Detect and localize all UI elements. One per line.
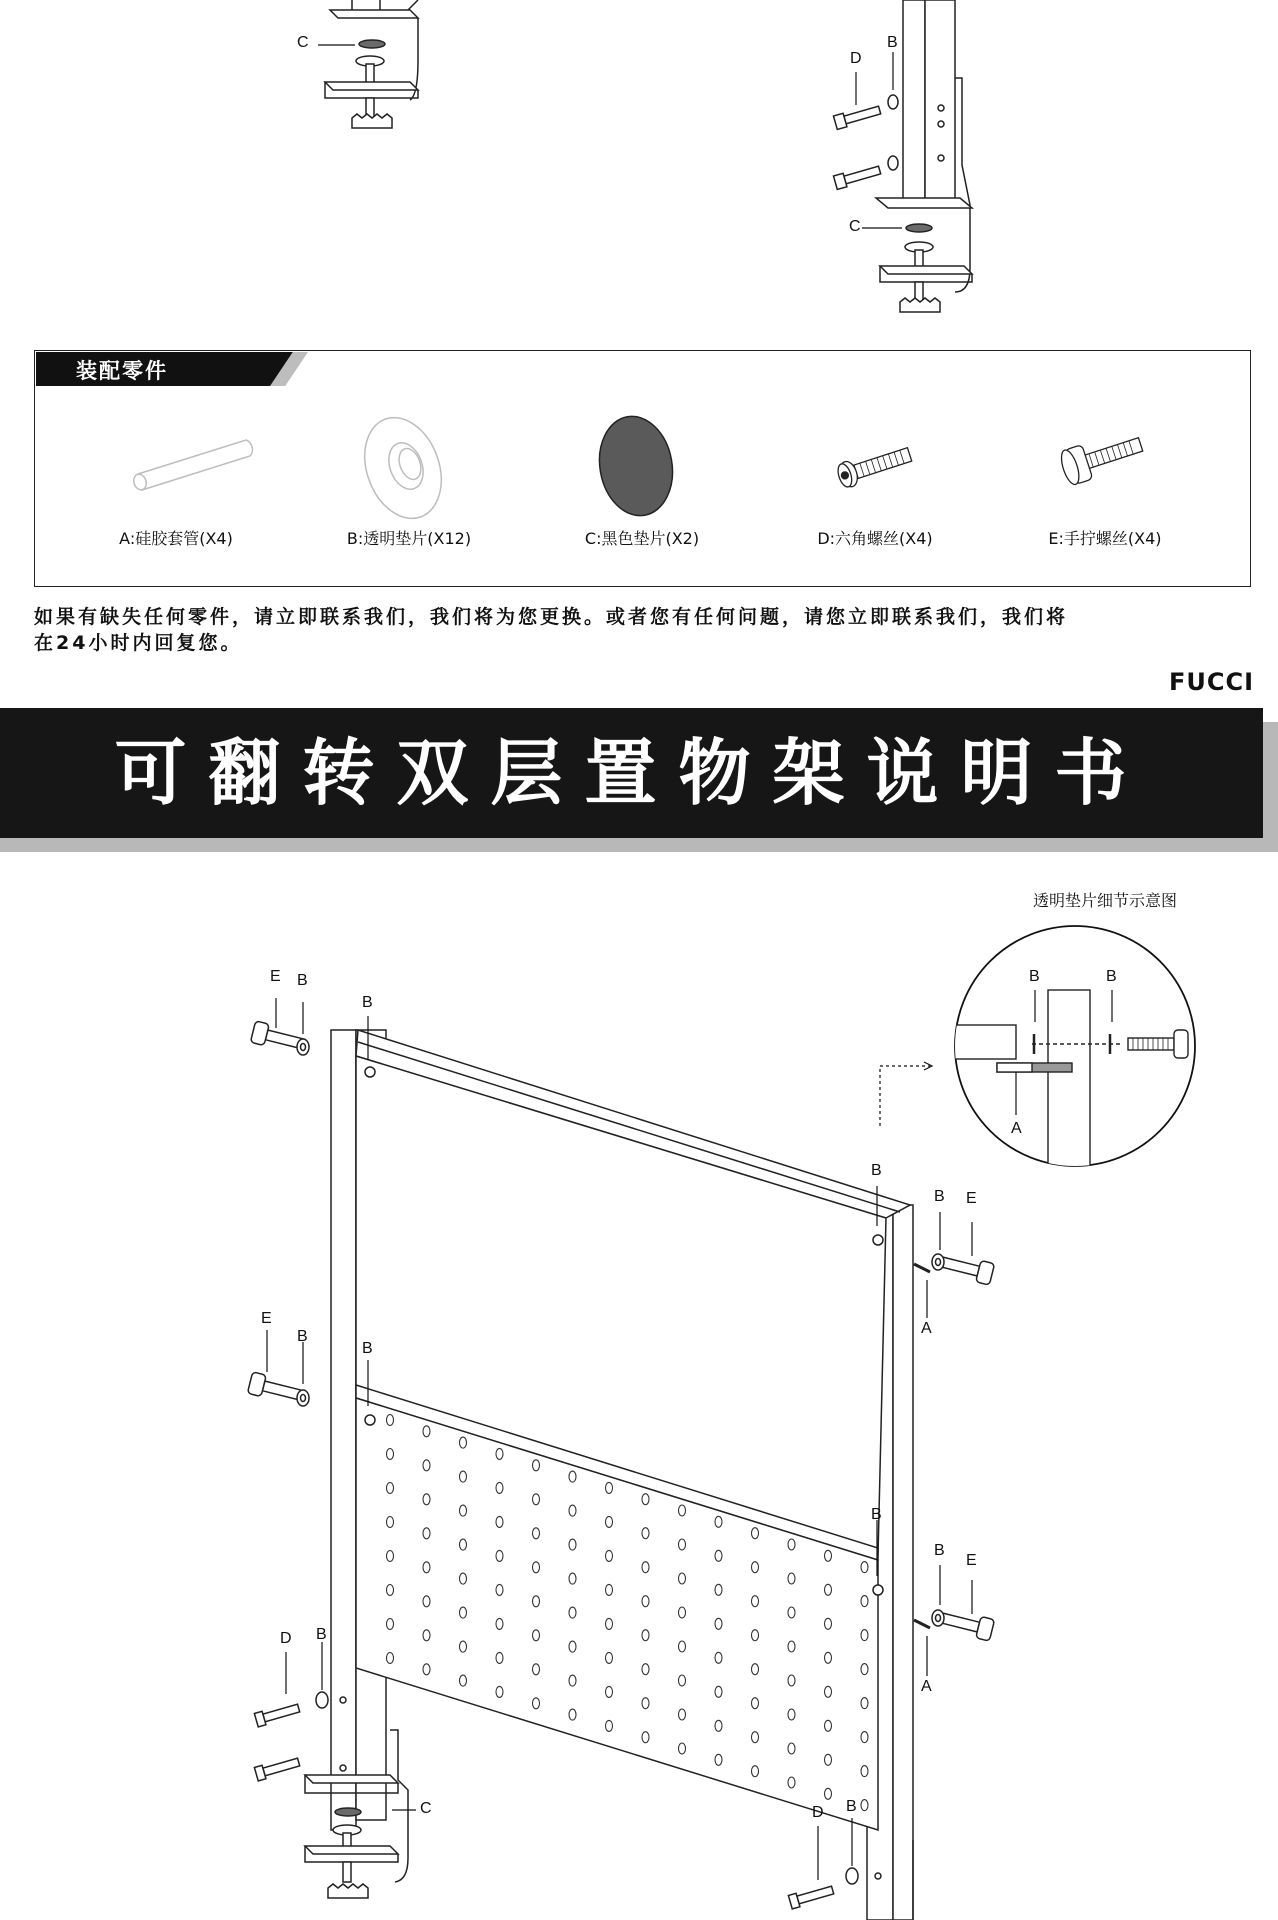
pegboard-hole bbox=[496, 1652, 503, 1663]
callout-b: B bbox=[316, 1626, 327, 1643]
pegboard-hole bbox=[679, 1573, 686, 1584]
callout-b: B bbox=[887, 34, 898, 51]
pegboard-hole bbox=[496, 1686, 503, 1697]
pegboard-hole bbox=[387, 1619, 394, 1630]
pegboard-hole bbox=[861, 1664, 868, 1675]
pegboard-hole bbox=[642, 1562, 649, 1573]
pegboard-hole bbox=[715, 1618, 722, 1629]
pegboard-hole bbox=[606, 1720, 613, 1731]
detail-label-b: B bbox=[1106, 968, 1117, 985]
pegboard-hole bbox=[642, 1732, 649, 1743]
pegboard-hole bbox=[752, 1562, 759, 1573]
pegboard-hole bbox=[387, 1653, 394, 1664]
part-label-a: A:硅胶套管(X4) bbox=[119, 529, 233, 548]
callout-d: D bbox=[280, 1630, 292, 1647]
callout-e: E bbox=[270, 968, 281, 985]
pegboard-hole bbox=[788, 1743, 795, 1754]
pegboard-hole bbox=[569, 1573, 576, 1584]
pegboard-hole bbox=[606, 1584, 613, 1595]
pegboard-hole bbox=[788, 1641, 795, 1652]
pegboard-hole bbox=[533, 1562, 540, 1573]
pegboard-hole bbox=[606, 1652, 613, 1663]
pegboard-hole bbox=[387, 1551, 394, 1562]
pegboard-hole bbox=[752, 1664, 759, 1675]
pegboard-hole bbox=[569, 1539, 576, 1550]
pegboard-hole bbox=[533, 1630, 540, 1641]
pegboard-hole bbox=[460, 1641, 467, 1652]
pegboard-hole bbox=[861, 1800, 868, 1811]
pegboard-hole bbox=[715, 1754, 722, 1765]
pegboard-hole bbox=[788, 1675, 795, 1686]
pegboard-hole bbox=[825, 1686, 832, 1697]
pegboard-hole bbox=[752, 1630, 759, 1641]
brand-logo: FUCCI bbox=[1168, 668, 1254, 696]
pegboard-hole bbox=[387, 1415, 394, 1426]
pegboard-hole bbox=[788, 1607, 795, 1618]
pegboard-hole bbox=[679, 1641, 686, 1652]
pegboard-hole bbox=[788, 1539, 795, 1550]
pegboard-hole bbox=[642, 1698, 649, 1709]
pegboard-hole bbox=[387, 1483, 394, 1494]
pegboard-hole bbox=[460, 1471, 467, 1482]
pegboard-hole bbox=[752, 1698, 759, 1709]
pegboard-hole bbox=[861, 1596, 868, 1607]
pegboard-hole bbox=[423, 1494, 430, 1505]
callout-c: C bbox=[420, 1800, 432, 1817]
pegboard-hole bbox=[861, 1698, 868, 1709]
pegboard-hole bbox=[387, 1585, 394, 1596]
detail-label-a: A bbox=[1011, 1120, 1022, 1137]
callout-a: A bbox=[921, 1320, 932, 1337]
pegboard-hole bbox=[715, 1720, 722, 1731]
pegboard-hole bbox=[825, 1652, 832, 1663]
pegboard-hole bbox=[460, 1437, 467, 1448]
pegboard-hole bbox=[533, 1528, 540, 1539]
pegboard-hole bbox=[642, 1494, 649, 1505]
pegboard-hole bbox=[642, 1596, 649, 1607]
pegboard-hole bbox=[715, 1550, 722, 1561]
pegboard-hole bbox=[679, 1709, 686, 1720]
pegboard-hole bbox=[496, 1516, 503, 1527]
pegboard-hole bbox=[715, 1652, 722, 1663]
pegboard-hole bbox=[569, 1675, 576, 1686]
detail-title: 透明垫片细节示意图 bbox=[1032, 891, 1177, 910]
callout-b: B bbox=[871, 1162, 882, 1179]
callout-a: A bbox=[921, 1678, 932, 1695]
callout-e: E bbox=[966, 1190, 977, 1207]
pegboard-hole bbox=[460, 1675, 467, 1686]
pegboard-hole bbox=[861, 1732, 868, 1743]
pegboard-hole bbox=[825, 1754, 832, 1765]
callout-e: E bbox=[261, 1310, 272, 1327]
callout-b: B bbox=[934, 1188, 945, 1205]
pegboard-hole bbox=[606, 1686, 613, 1697]
pegboard-hole bbox=[533, 1460, 540, 1471]
pegboard-hole bbox=[460, 1573, 467, 1584]
pegboard-hole bbox=[460, 1505, 467, 1516]
pegboard-hole bbox=[679, 1607, 686, 1618]
manual-title: 可翻转双层置物架说明书 bbox=[114, 731, 1149, 815]
part-label-b: B:透明垫片(X12) bbox=[346, 529, 472, 548]
pegboard-hole bbox=[496, 1584, 503, 1595]
pegboard-hole bbox=[642, 1664, 649, 1675]
pegboard-hole bbox=[715, 1516, 722, 1527]
pegboard-hole bbox=[606, 1516, 613, 1527]
callout-d: D bbox=[850, 50, 862, 67]
callout-b: B bbox=[362, 994, 373, 1011]
pegboard-hole bbox=[825, 1788, 832, 1799]
pegboard-hole bbox=[715, 1584, 722, 1595]
pegboard-hole bbox=[387, 1517, 394, 1528]
pegboard-hole bbox=[569, 1607, 576, 1618]
callout-b: B bbox=[934, 1542, 945, 1559]
pegboard-hole bbox=[861, 1766, 868, 1777]
notice-line-1: 如果有缺失任何零件，请立即联系我们，我们将为您更换。或者您有任何问题，请您立即联系我们，我们将 bbox=[34, 606, 1069, 628]
pegboard-hole bbox=[533, 1698, 540, 1709]
pegboard-hole bbox=[679, 1539, 686, 1550]
part-label-d: D:六角螺丝(X4) bbox=[817, 529, 933, 548]
pegboard-hole bbox=[715, 1686, 722, 1697]
pegboard-hole bbox=[423, 1460, 430, 1471]
pegboard-hole bbox=[861, 1562, 868, 1573]
pegboard-hole bbox=[496, 1448, 503, 1459]
pegboard-hole bbox=[752, 1732, 759, 1743]
pegboard-hole bbox=[569, 1641, 576, 1652]
pegboard-hole bbox=[460, 1607, 467, 1618]
pegboard-hole bbox=[825, 1720, 832, 1731]
pegboard-hole bbox=[460, 1539, 467, 1550]
part-label-e: E:手拧螺丝(X4) bbox=[1048, 529, 1162, 548]
callout-b: B bbox=[362, 1340, 373, 1357]
pegboard-hole bbox=[679, 1675, 686, 1686]
pegboard-hole bbox=[825, 1618, 832, 1629]
pegboard-hole bbox=[423, 1528, 430, 1539]
pegboard-hole bbox=[423, 1664, 430, 1675]
pegboard-hole bbox=[679, 1505, 686, 1516]
pegboard-hole bbox=[752, 1528, 759, 1539]
pegboard-hole bbox=[825, 1550, 832, 1561]
pegboard-hole bbox=[569, 1709, 576, 1720]
pegboard-hole bbox=[496, 1550, 503, 1561]
part-label-c: C:黑色垫片(X2) bbox=[584, 529, 700, 548]
pegboard-hole bbox=[825, 1584, 832, 1595]
pegboard-hole bbox=[533, 1596, 540, 1607]
pegboard-hole bbox=[496, 1618, 503, 1629]
callout-c: C bbox=[849, 218, 861, 235]
pegboard-hole bbox=[606, 1550, 613, 1561]
pegboard-hole bbox=[533, 1664, 540, 1675]
pegboard-hole bbox=[679, 1743, 686, 1754]
callout-b: B bbox=[871, 1506, 882, 1523]
pegboard-hole bbox=[606, 1618, 613, 1629]
pegboard-hole bbox=[642, 1528, 649, 1539]
callout-b: B bbox=[297, 972, 308, 989]
callout-c: C bbox=[297, 34, 309, 51]
pegboard-hole bbox=[423, 1562, 430, 1573]
notice-line-2: 在24小时内回复您。 bbox=[34, 632, 243, 654]
pegboard-hole bbox=[861, 1630, 868, 1641]
callout-b: B bbox=[297, 1328, 308, 1345]
pegboard-hole bbox=[533, 1494, 540, 1505]
pegboard-hole bbox=[569, 1505, 576, 1516]
callout-d: D bbox=[812, 1804, 824, 1821]
pegboard-hole bbox=[606, 1482, 613, 1493]
pegboard-hole bbox=[752, 1596, 759, 1607]
pegboard-hole bbox=[642, 1630, 649, 1641]
pegboard-hole bbox=[569, 1471, 576, 1482]
pegboard-hole bbox=[788, 1709, 795, 1720]
pegboard-hole bbox=[423, 1426, 430, 1437]
callout-e: E bbox=[966, 1552, 977, 1569]
pegboard-hole bbox=[788, 1573, 795, 1584]
pegboard-hole bbox=[423, 1630, 430, 1641]
pegboard-hole bbox=[752, 1766, 759, 1777]
pegboard-hole bbox=[496, 1482, 503, 1493]
pegboard-hole bbox=[788, 1777, 795, 1788]
pegboard-hole bbox=[423, 1596, 430, 1607]
detail-label-b: B bbox=[1029, 968, 1040, 985]
parts-panel-title: 装配零件 bbox=[76, 359, 168, 383]
pegboard-hole bbox=[387, 1449, 394, 1460]
callout-b: B bbox=[846, 1798, 857, 1815]
